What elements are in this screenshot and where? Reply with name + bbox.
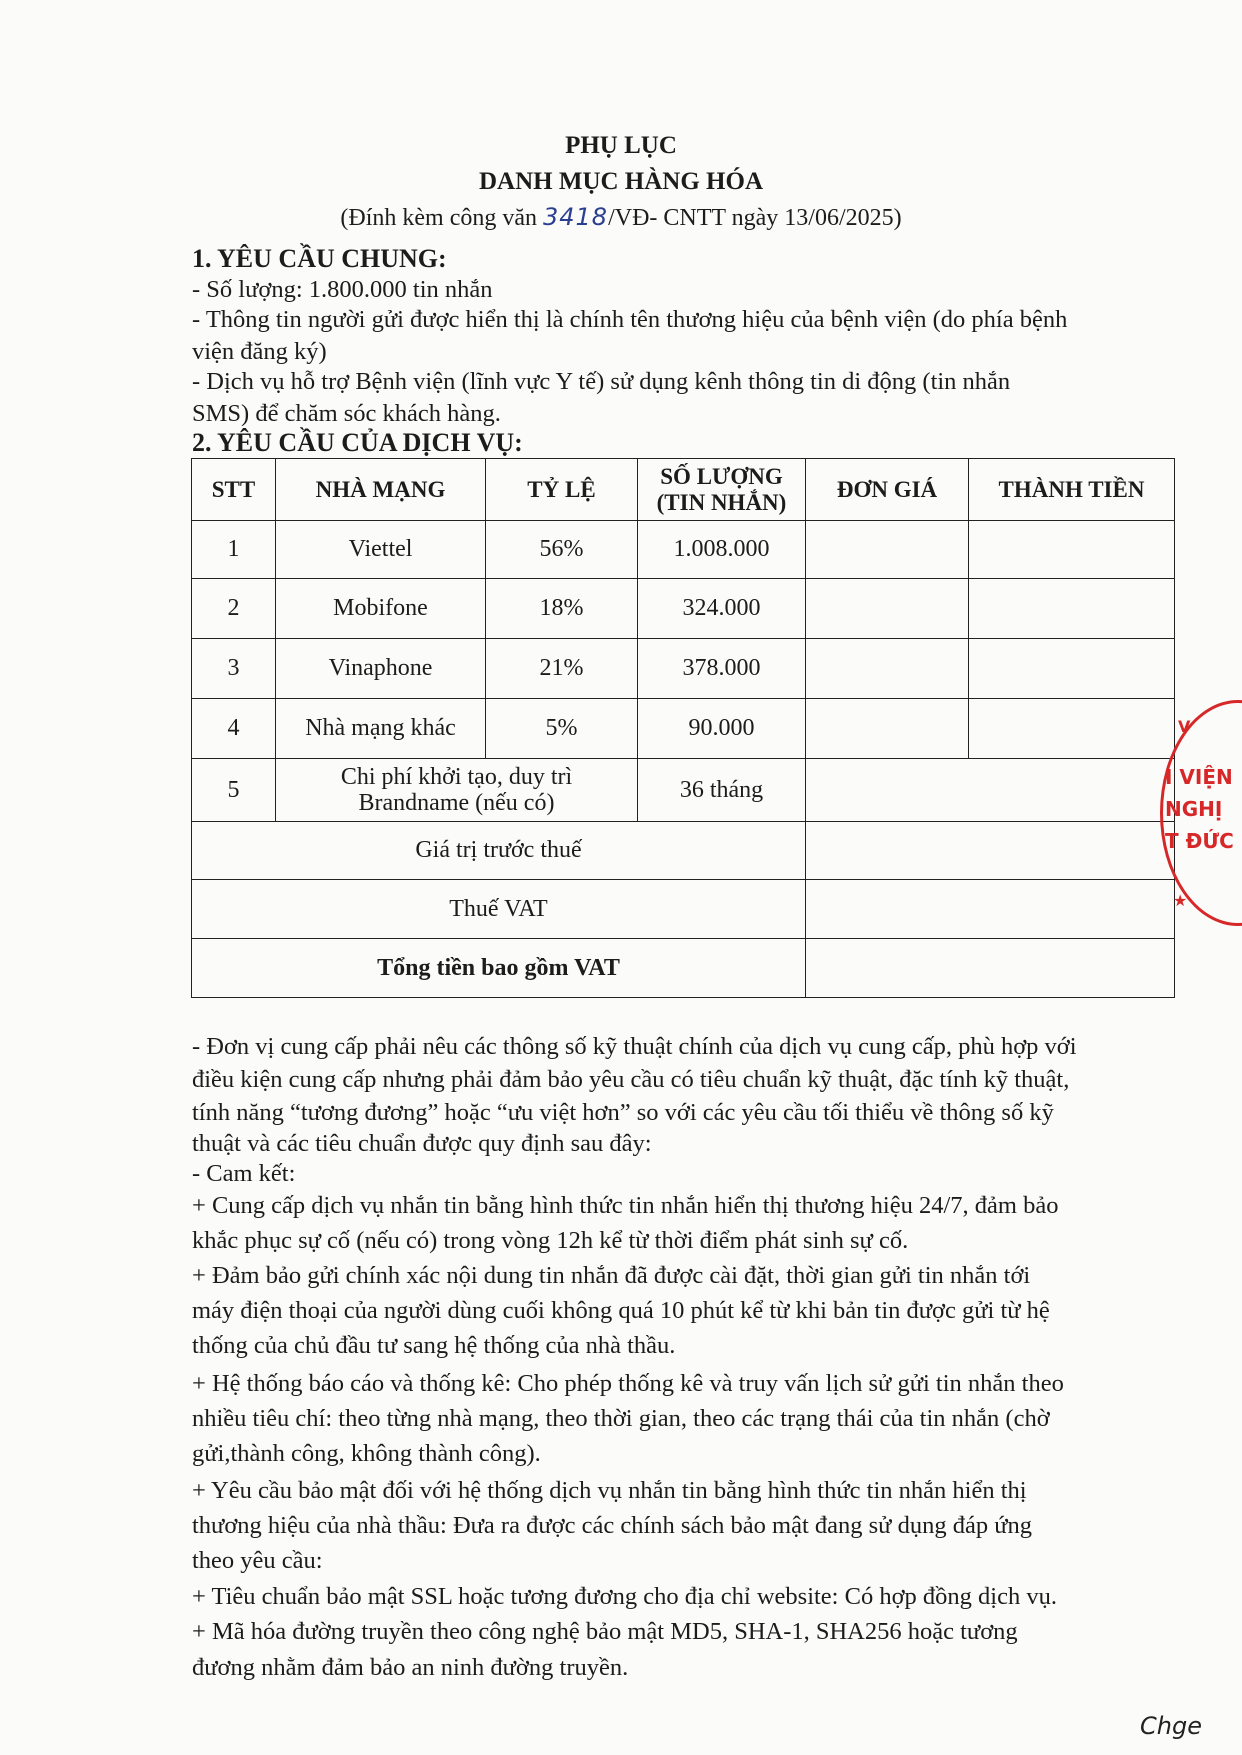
body-line: máy điện thoại của người dùng cuối không quá 10 phút kể từ khi bản tin được gửi từ hệ [192, 1297, 1050, 1324]
cell-brandname-price [806, 759, 1175, 822]
brandname-item-line2: Brandname (nếu có) [358, 790, 555, 816]
body-line: thương hiệu của nhà thầu: Đưa ra được các chính sách bảo mật đang sử dụng đáp ứng [192, 1512, 1032, 1539]
header-quantity-line1: SỐ LƯỢNG [660, 463, 783, 489]
section-1-line: - Thông tin người gửi được hiển thị là chính tên thương hiệu của bệnh viện (do phía bệnh [192, 306, 1068, 333]
body-line: + Hệ thống báo cáo và thống kê: Cho phép thống kê và truy vấn lịch sử gửi tin nhắn theo [192, 1370, 1064, 1397]
stamp-text-line2: NGHỊ [1165, 797, 1223, 821]
body-line: khắc phục sự cố (nếu có) trong vòng 12h kể từ thời điểm phát sinh sự cố. [192, 1227, 909, 1254]
body-line: thống của chủ đầu tư sang hệ thống của nhà thầu. [192, 1332, 676, 1359]
body-line: + Đảm bảo gửi chính xác nội dung tin nhắn đã được cài đặt, thời gian gửi tin nhắn tới [192, 1262, 1031, 1289]
body-line: điều kiện cung cấp nhưng phải đảm bảo yêu cầu có tiêu chuẩn kỹ thuật, đặc tính kỹ thuật, [192, 1066, 1070, 1093]
cell-quantity: 36 tháng [638, 759, 806, 822]
vat-label: Thuế VAT [192, 880, 806, 939]
appendix-title: PHỤ LỤC [565, 132, 677, 159]
handwritten-document-number: 3418 [543, 203, 609, 231]
body-line: + Mã hóa đường truyền theo công nghệ bảo mật MD5, SHA-1, SHA256 hoặc tương [192, 1618, 1018, 1645]
body-line: + Yêu cầu bảo mật đối với hệ thống dịch vụ nhắn tin bằng hình thức tin nhắn hiển thị [192, 1477, 1027, 1504]
summary-row [192, 880, 1175, 939]
section-1-line: viện đăng ký) [192, 338, 327, 365]
cell-carrier: Vinaphone [276, 639, 486, 699]
stamp-text-line1: I VIỆN [1165, 765, 1233, 789]
cell-unit-price [806, 639, 969, 699]
body-line: - Đơn vị cung cấp phải nêu các thông số kỹ thuật chính của dịch vụ cung cấp, phù hợp với [192, 1033, 1077, 1060]
header-unit-price: ĐƠN GIÁ [806, 459, 969, 521]
body-line: theo yêu cầu: [192, 1547, 323, 1574]
table-row [192, 759, 1175, 822]
table-row [192, 521, 1175, 579]
body-line: + Cung cấp dịch vụ nhắn tin bằng hình thức tin nhắn hiển thị thương hiệu 24/7, đảm bảo [192, 1192, 1059, 1219]
cell-stt: 3 [192, 639, 276, 699]
cell-unit-price [806, 579, 969, 639]
body-line: tính năng “tương đương” hoặc “ưu việt hơn” so với các yêu cầu tối thiểu về thông số kỹ [192, 1099, 1054, 1126]
cell-quantity: 90.000 [638, 699, 806, 759]
body-line: - Cam kết: [192, 1160, 296, 1187]
section-1-line: - Dịch vụ hỗ trợ Bệnh viện (lĩnh vực Y tế) sử dụng kênh thông tin di động (tin nhắn [192, 368, 1011, 395]
pre-tax-value [806, 822, 1175, 880]
table-header-row [192, 459, 1175, 521]
cell-brandname-item [276, 759, 638, 822]
section-1-heading: 1. YÊU CẦU CHUNG: [192, 244, 447, 273]
cell-ratio: 56% [486, 521, 638, 579]
header-carrier: NHÀ MẠNG [276, 459, 486, 521]
cell-total [969, 521, 1175, 579]
stamp-mark: V [1178, 717, 1191, 736]
goods-table [191, 458, 1175, 998]
handwritten-signature: Chge [1140, 1712, 1202, 1740]
body-line: nhiều tiêu chí: theo từng nhà mạng, theo thời gian, theo các trạng thái của tin nhắn (chờ [192, 1405, 1050, 1432]
pre-tax-label: Giá trị trước thuế [192, 822, 806, 880]
summary-row [192, 822, 1175, 880]
cell-ratio: 5% [486, 699, 638, 759]
table-row [192, 579, 1175, 639]
summary-row [192, 939, 1175, 998]
attachment-suffix: /VĐ- CNTT ngày 13/06/2025) [608, 205, 902, 231]
cell-stt: 2 [192, 579, 276, 639]
stamp-text-line3: T ĐỨC [1165, 829, 1234, 853]
table-row [192, 699, 1175, 759]
cell-stt: 5 [192, 759, 276, 822]
goods-list-title: DANH MỤC HÀNG HÓA [478, 168, 763, 195]
body-line: thuật và các tiêu chuẩn được quy định sau đây: [192, 1130, 652, 1157]
cell-total [969, 579, 1175, 639]
vat-value [806, 880, 1175, 939]
cell-unit-price [806, 521, 969, 579]
cell-carrier: Mobifone [276, 579, 486, 639]
body-line: gửi,thành công, không thành công). [192, 1440, 541, 1467]
cell-ratio: 21% [486, 639, 638, 699]
body-line: đương nhằm đảm bảo an ninh đường truyền. [192, 1654, 629, 1681]
attachment-note [0, 203, 1242, 232]
cell-carrier: Nhà mạng khác [276, 699, 486, 759]
cell-total [969, 699, 1175, 759]
stamp-star-icon: ★ [1173, 891, 1188, 910]
header-quantity [638, 459, 806, 521]
total-vat-value [806, 939, 1175, 998]
cell-stt: 4 [192, 699, 276, 759]
cell-stt: 1 [192, 521, 276, 579]
cell-total [969, 639, 1175, 699]
cell-quantity: 324.000 [638, 579, 806, 639]
header-total: THÀNH TIỀN [969, 459, 1175, 521]
header-stt: STT [192, 459, 276, 521]
section-1-line: SMS) để chăm sóc khách hàng. [192, 400, 501, 427]
attachment-prefix: (Đính kèm công văn [340, 205, 543, 231]
header-quantity-line2: (TIN NHẮN) [656, 489, 787, 515]
cell-quantity: 378.000 [638, 639, 806, 699]
section-1-line: - Số lượng: 1.800.000 tin nhắn [192, 276, 493, 303]
cell-quantity: 1.008.000 [638, 521, 806, 579]
total-vat-label: Tổng tiền bao gồm VAT [192, 939, 806, 998]
header-ratio: TỶ LỆ [486, 459, 638, 521]
section-2-heading: 2. YÊU CẦU CỦA DỊCH VỤ: [192, 428, 523, 457]
table-row [192, 639, 1175, 699]
cell-ratio: 18% [486, 579, 638, 639]
brandname-item-line1: Chi phí khởi tạo, duy trì [340, 764, 573, 790]
cell-unit-price [806, 699, 969, 759]
body-line: + Tiêu chuẩn bảo mật SSL hoặc tương đương cho địa chỉ website: Có hợp đồng dịch vụ. [192, 1583, 1057, 1610]
cell-carrier: Viettel [276, 521, 486, 579]
